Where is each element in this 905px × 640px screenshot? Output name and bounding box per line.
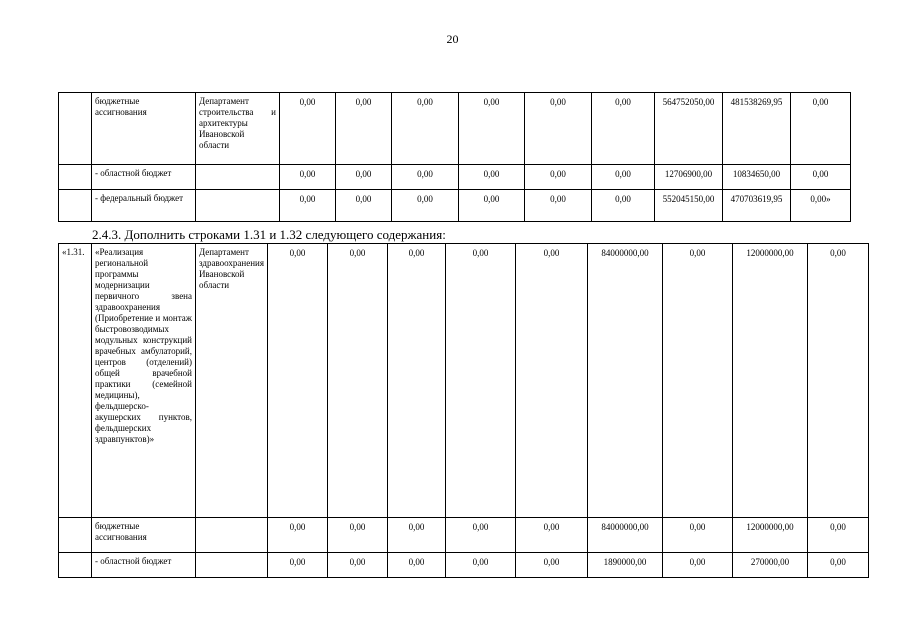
value-cell: 0,00 xyxy=(516,553,588,578)
row-number-cell xyxy=(59,190,92,222)
value-cell: 12000000,00 xyxy=(733,244,808,518)
department-cell xyxy=(196,165,280,190)
value-cell: 0,00 xyxy=(328,518,388,553)
table-row xyxy=(59,244,869,518)
value-cell: 0,00 xyxy=(446,244,516,518)
value-cell: 0,00 xyxy=(525,93,592,165)
value-cell: 0,00 xyxy=(336,165,392,190)
page-number: 20 xyxy=(446,32,459,46)
value-cell: 12706900,00 xyxy=(655,165,723,190)
value-cell: 0,00 xyxy=(388,553,446,578)
department-cell: Департамент здравоохранения Ивановской области xyxy=(196,244,268,518)
row-name-cell: «Реализация региональной программы модернизации первичного звена здравоохранения (Приобретение и монтаж быстровозводимых модульных конструкций врачебных амбулаторий, центров (отделений) общей врачебной практики (семейной медицины), фельдшерско-акушерских пунктов, фельдшерских здравпунктов)» xyxy=(92,244,196,518)
table-row xyxy=(59,553,869,578)
value-cell: 0,00 xyxy=(791,165,851,190)
value-cell: 470703619,95 xyxy=(723,190,791,222)
row-name-cell: бюджетные ассигнования xyxy=(92,93,196,165)
value-cell: 0,00 xyxy=(459,165,525,190)
value-cell: 0,00 xyxy=(268,244,328,518)
value-cell: 0,00 xyxy=(663,244,733,518)
value-cell: 0,00 xyxy=(328,244,388,518)
value-cell: 0,00 xyxy=(525,190,592,222)
table-row xyxy=(59,93,851,165)
department-cell xyxy=(196,190,280,222)
row-number-cell xyxy=(59,518,92,553)
table-row xyxy=(59,165,851,190)
row-name-cell: - федеральный бюджет xyxy=(92,190,196,222)
value-cell: 0,00 xyxy=(280,93,336,165)
value-cell: 0,00 xyxy=(592,165,655,190)
value-cell: 0,00» xyxy=(791,190,851,222)
value-cell: 0,00 xyxy=(388,518,446,553)
row-number-cell: «1.31. xyxy=(59,244,92,518)
table-row xyxy=(59,518,869,553)
value-cell: 10834650,00 xyxy=(723,165,791,190)
value-cell: 0,00 xyxy=(592,190,655,222)
value-cell: 0,00 xyxy=(388,244,446,518)
value-cell: 12000000,00 xyxy=(733,518,808,553)
value-cell: 481538269,95 xyxy=(723,93,791,165)
value-cell: 270000,00 xyxy=(733,553,808,578)
value-cell: 0,00 xyxy=(328,553,388,578)
funding-table-continued xyxy=(58,92,851,222)
row-name-cell: - областной бюджет xyxy=(92,165,196,190)
row-number-cell xyxy=(59,553,92,578)
value-cell: 0,00 xyxy=(592,93,655,165)
value-cell: 0,00 xyxy=(268,518,328,553)
value-cell: 0,00 xyxy=(808,553,869,578)
department-cell xyxy=(196,553,268,578)
department-cell: Департамент строительства и архитектуры Ивановской области xyxy=(196,93,280,165)
table-row xyxy=(59,190,851,222)
value-cell: 552045150,00 xyxy=(655,190,723,222)
value-cell: 0,00 xyxy=(663,553,733,578)
value-cell: 0,00 xyxy=(280,190,336,222)
value-cell: 1890000,00 xyxy=(588,553,663,578)
value-cell: 0,00 xyxy=(808,518,869,553)
value-cell: 0,00 xyxy=(392,93,459,165)
value-cell: 0,00 xyxy=(791,93,851,165)
row-name-cell: бюджетные ассигнования xyxy=(92,518,196,553)
value-cell: 0,00 xyxy=(392,165,459,190)
value-cell: 0,00 xyxy=(663,518,733,553)
value-cell: 0,00 xyxy=(459,190,525,222)
value-cell: 0,00 xyxy=(268,553,328,578)
value-cell: 564752050,00 xyxy=(655,93,723,165)
value-cell: 0,00 xyxy=(808,244,869,518)
value-cell: 0,00 xyxy=(336,190,392,222)
value-cell: 0,00 xyxy=(392,190,459,222)
row-number-cell xyxy=(59,93,92,165)
value-cell: 84000000,00 xyxy=(588,244,663,518)
value-cell: 0,00 xyxy=(336,93,392,165)
section-heading: 2.4.3. Дополнить строками 1.31 и 1.32 следующего содержания: xyxy=(92,227,446,242)
value-cell: 0,00 xyxy=(446,553,516,578)
value-cell: 0,00 xyxy=(459,93,525,165)
row-number-cell xyxy=(59,165,92,190)
value-cell: 0,00 xyxy=(525,165,592,190)
department-cell xyxy=(196,518,268,553)
value-cell: 84000000,00 xyxy=(588,518,663,553)
value-cell: 0,00 xyxy=(516,244,588,518)
row-name-cell: - областной бюджет xyxy=(92,553,196,578)
value-cell: 0,00 xyxy=(280,165,336,190)
value-cell: 0,00 xyxy=(446,518,516,553)
value-cell: 0,00 xyxy=(516,518,588,553)
funding-table-new-rows xyxy=(58,243,869,578)
